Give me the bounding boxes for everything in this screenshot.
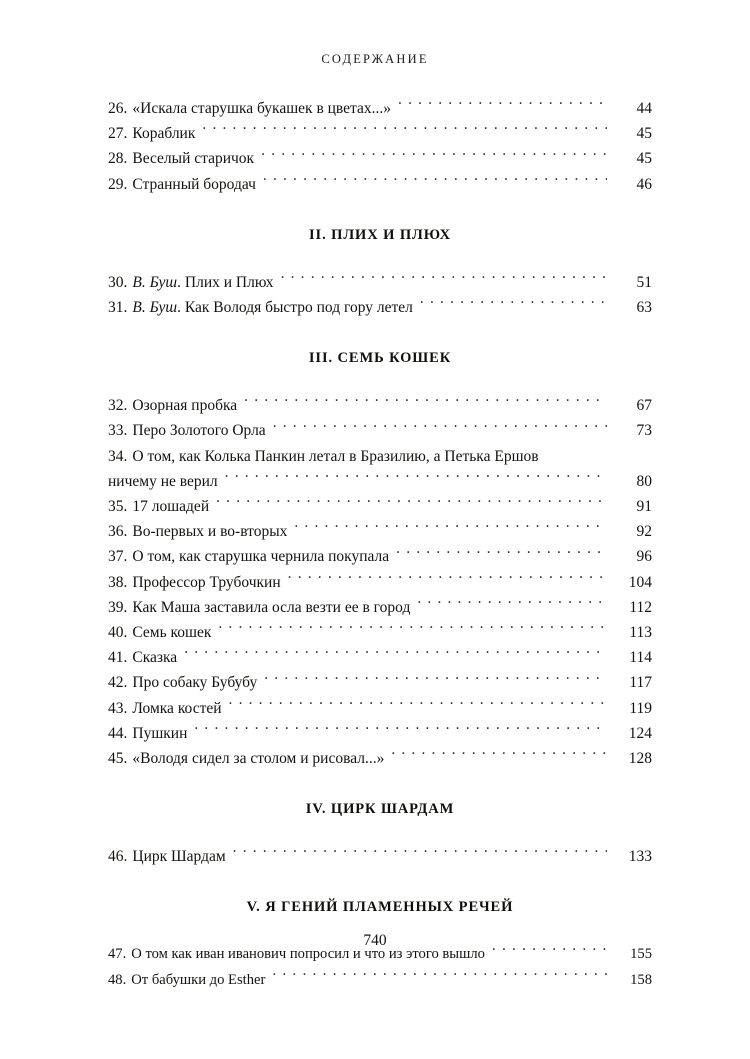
- dot-leader: [263, 173, 607, 189]
- toc-entry-number: 31.: [108, 299, 128, 317]
- toc-entry-title-text: . Плих и Плюх: [177, 273, 274, 291]
- toc-entry-number: 42.: [108, 674, 128, 692]
- toc-entry-number: 33.: [108, 422, 128, 440]
- toc-entry[interactable]: [108, 418, 652, 443]
- toc-entry[interactable]: [108, 494, 652, 519]
- toc-entry[interactable]: [108, 469, 652, 494]
- toc-entry-number: 32.: [108, 397, 128, 415]
- toc-entry-page-number: 155: [630, 946, 652, 963]
- dot-leader: [225, 470, 607, 486]
- toc-entry-title: «Володя сидел за столом и рисовал...»: [132, 750, 385, 768]
- toc-entry-title: От бабушки до Esther: [131, 971, 266, 988]
- toc-entry[interactable]: [108, 519, 652, 544]
- toc-entry-page-number: 46: [636, 175, 652, 193]
- toc-entry-title: «Искала старушка букашек в цветах...»: [132, 100, 392, 117]
- dot-leader: [417, 596, 607, 612]
- toc-entry-number: 29.: [108, 175, 128, 193]
- toc-entry[interactable]: [108, 270, 652, 295]
- dot-leader: [261, 148, 607, 164]
- toc-entry[interactable]: [108, 721, 652, 746]
- toc-entry-title: Профессор Трубочкин: [132, 573, 281, 591]
- toc-entry-number: 39.: [108, 598, 128, 616]
- dot-leader: [244, 395, 607, 411]
- toc-entry-title: Пушкин: [132, 724, 188, 742]
- toc-entry[interactable]: [108, 670, 652, 695]
- toc-entry-page-number: 112: [629, 598, 652, 616]
- toc-entry-author: В. Буш: [132, 273, 178, 291]
- toc-entry[interactable]: [108, 295, 652, 320]
- toc-entry-page-number: 133: [628, 848, 652, 866]
- toc-entry-page-number: 117: [629, 674, 652, 692]
- toc-entry-number: 45.: [108, 750, 128, 768]
- toc-entry-title: Странный бородач: [132, 175, 256, 193]
- toc-entry-page-number: 158: [630, 971, 652, 988]
- toc-entry[interactable]: [108, 645, 652, 670]
- toc-entry-number: 26.: [108, 100, 128, 117]
- toc-entry-page-number: 51: [636, 273, 652, 291]
- toc-entry-title: ничему не верил: [108, 472, 218, 490]
- toc-entry-title: Цирк Шардам: [132, 848, 226, 866]
- toc-entry-number: 41.: [108, 649, 128, 667]
- toc-entry-title: [132, 295, 420, 320]
- toc-entry-page-number: 80: [636, 472, 652, 490]
- toc-entry-number: 48.: [108, 971, 127, 988]
- running-head: СОДЕРЖАНИЕ: [321, 52, 429, 66]
- toc-entry-title: Семь кошек: [132, 624, 212, 642]
- toc-entry-page-number: 119: [629, 699, 652, 717]
- dot-leader: [273, 420, 607, 436]
- toc-entry-page-number: 128: [628, 750, 652, 768]
- toc-entry[interactable]: [108, 121, 652, 146]
- toc-entry-title: Про собаку Бубубу: [132, 674, 258, 692]
- toc-entry-title: О том как иван иванович попросил и что из этого вышло: [131, 946, 485, 963]
- toc-entry-page-number: 114: [629, 649, 652, 667]
- toc-entry[interactable]: [108, 544, 652, 569]
- toc-entry-number: 28.: [108, 150, 128, 168]
- toc-entry-number: 46.: [108, 848, 128, 866]
- toc-entry-page-number: 73: [636, 422, 652, 440]
- toc-entry-title: Как Маша заставила осла везти ее в город: [132, 598, 411, 616]
- toc-entry-title: 17 лошадей: [132, 498, 210, 516]
- toc-entry[interactable]: [108, 696, 652, 721]
- toc-entry[interactable]: [108, 746, 652, 771]
- toc-entry-title-text: . Как Володя быстро под гору летел: [177, 299, 413, 317]
- toc-entry-page-number: 104: [628, 573, 652, 591]
- toc-entry-number: 36.: [108, 523, 128, 541]
- section-heading: IV. ЦИРК ШАРДАМ: [305, 801, 455, 818]
- dot-leader: [264, 672, 607, 688]
- section-heading: II. ПЛИХ И ПЛЮХ: [309, 226, 451, 243]
- toc-entry-page-number: 45: [636, 150, 652, 168]
- dot-leader: [281, 271, 607, 287]
- toc-entry-page-number: 96: [636, 548, 652, 566]
- section-spacer: [108, 197, 652, 227]
- toc-entry-title: Озорная пробка: [132, 397, 238, 415]
- section-spacer: [108, 818, 652, 844]
- toc-entry-title: О том, как старушка чернила покупала: [132, 548, 390, 566]
- dot-leader: [288, 571, 607, 587]
- toc-list: [108, 96, 652, 993]
- dot-leader: [202, 123, 607, 139]
- toc-entry-line[interactable]: [108, 444, 652, 469]
- section-spacer: [108, 869, 652, 899]
- toc-entry-page-number: 63: [636, 299, 652, 317]
- dot-leader: [233, 846, 607, 862]
- toc-entry-number: 43.: [108, 699, 128, 717]
- toc-entry-title: Веселый старичок: [132, 150, 255, 168]
- toc-entry-number: 27.: [108, 125, 128, 143]
- dot-leader: [294, 521, 607, 537]
- toc-entry-page-number: 124: [628, 724, 652, 742]
- toc-entry-title: Ломка костей: [132, 699, 222, 717]
- toc-entry-page-number: 44: [636, 100, 652, 117]
- toc-entry[interactable]: [108, 96, 652, 121]
- toc-entry-number: 40.: [108, 624, 128, 642]
- toc-entry-page-number: 67: [636, 397, 652, 415]
- toc-entry-number: 30.: [108, 273, 128, 291]
- toc-entry-page-number: 113: [629, 624, 652, 642]
- toc-entry-title: О том, как Колька Панкин летал в Бразилию, а Петька Ершов: [132, 447, 539, 465]
- toc-entry[interactable]: [108, 844, 652, 869]
- dot-leader: [218, 622, 607, 638]
- toc-entry[interactable]: [108, 620, 652, 645]
- section-spacer: [108, 771, 652, 801]
- dot-leader: [391, 748, 607, 764]
- dot-leader: [184, 647, 607, 663]
- toc-entry-number: 44.: [108, 724, 128, 742]
- toc-entry-page-number: 91: [636, 498, 652, 516]
- toc-entry-page-number: 45: [636, 125, 652, 143]
- dot-leader: [272, 969, 607, 984]
- dot-leader: [398, 98, 607, 114]
- dot-leader: [229, 697, 607, 713]
- section-heading: III. СЕМЬ КОШЕК: [308, 350, 452, 367]
- toc-entry[interactable]: [108, 595, 652, 620]
- toc-entry[interactable]: [108, 393, 652, 418]
- toc-entry-number: 35.: [108, 498, 128, 516]
- dot-leader: [216, 496, 607, 512]
- section-spacer: [108, 244, 652, 270]
- toc-entry-title: [132, 270, 280, 295]
- dot-leader: [396, 546, 607, 562]
- toc-entry[interactable]: [108, 570, 652, 595]
- toc-entry[interactable]: [108, 968, 652, 993]
- toc-entry[interactable]: [108, 172, 652, 197]
- toc-entry-page-number: 92: [636, 523, 652, 541]
- toc-entry-title: Перо Золотого Орла: [132, 422, 266, 440]
- toc-entry-number: 47.: [108, 946, 127, 963]
- toc-entry-author: В. Буш: [132, 299, 178, 317]
- dot-leader: [194, 722, 607, 738]
- section-spacer: [108, 320, 652, 350]
- toc-entry-number: 38.: [108, 573, 128, 591]
- toc-entry-title: Во-первых и во-вторых: [132, 523, 288, 541]
- toc-entry-title: Кораблик: [132, 125, 196, 143]
- toc-entry-number: 34.: [108, 447, 128, 465]
- toc-entry-title: Сказка: [132, 649, 178, 667]
- section-heading: V. Я ГЕНИЙ ПЛАМЕННЫХ РЕЧЕЙ: [246, 899, 514, 916]
- section-spacer: [108, 367, 652, 393]
- toc-entry-number: 37.: [108, 548, 128, 566]
- page-folio: 740: [363, 932, 387, 949]
- dot-leader: [420, 297, 607, 313]
- toc-entry[interactable]: [108, 146, 652, 171]
